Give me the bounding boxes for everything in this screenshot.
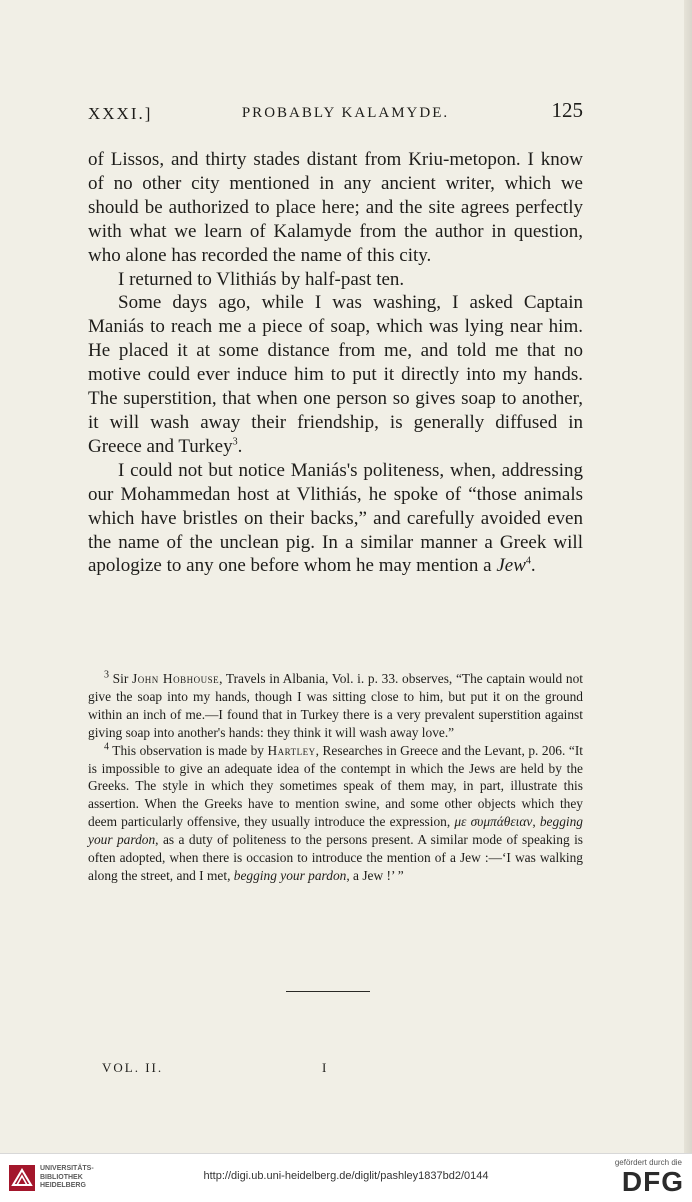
- institution-line: BIBLIOTHEK: [40, 1173, 83, 1181]
- paragraph-end: .: [237, 435, 243, 457]
- greek-phrase: με συμπάθειαν: [454, 814, 533, 830]
- paragraph: [88, 459, 583, 579]
- signature-mark: I: [322, 1060, 327, 1075]
- paragraph: I returned to Vlithiás by half-past ten.: [118, 268, 405, 290]
- footnote-author: Hartley: [267, 742, 316, 758]
- institution-line: HEIDELBERG: [40, 1182, 86, 1189]
- footnote-text: ,: [532, 814, 540, 830]
- footnote-text: , a Jew !’ ”: [346, 867, 404, 883]
- paragraph-text: Some days ago, while I was washing, I asked Captain Maniás to reach me a piece of soap, which was lying near him. He placed it at some distance from me, and told me that no motive could ever induce him to put it directly into my hands. The superstition, that when one person so gives soap to another, it will wash away their friendship, is generally diffused in Greece and Turkey: [88, 292, 583, 457]
- footnote-ref[interactable]: 3: [232, 436, 238, 448]
- italic-phrase: begging your pardon: [233, 867, 347, 883]
- footnote-3: [88, 670, 583, 742]
- paragraph-text: I could not but notice Maniás's politeness, when, addressing our Mohammedan host at Vlithiás, he spoke of “those animals which have bristles on their backs,” and carefully avoided even the name of the unclean pig. In a similar manner a Greek will apologize to any one before whom he may mention a: [88, 459, 583, 577]
- footnote-text: , Travels in Albania, Vol. i. p. 33. observes, “The captain would not give the soap into my hands, though I was sitting close to him, but put it on the ground within an inch of me.—I found that in Turkey there is a very prevalent superstition against giving soap into another's hands: they think it will wash away love.”: [88, 671, 584, 740]
- footnote-ref[interactable]: 4: [525, 556, 531, 568]
- footnote-mark: 3: [104, 669, 109, 681]
- running-title: PROBABLY KALAMYDE.: [241, 105, 450, 121]
- footnote-text: Sir: [109, 671, 132, 686]
- page-number: 125: [551, 98, 583, 122]
- chapter-number: XXXI.]: [88, 104, 153, 123]
- dfg-logo[interactable]: DFG: [621, 1166, 684, 1197]
- italic-phrase: begging your pardon: [88, 814, 583, 848]
- footnote-text: , Researches in Greece and the Levant, p. 206. “It is impossible to give an adequate idea of the contempt in which the Jews are held by the Greeks. The style in which they sometimes speak of them may, in part, illustrate this assertion. When the Greeks have to mention swine, and some other objects which they deem particularly offensive, they usually introduce the expression,: [88, 742, 583, 830]
- footnotes: [88, 670, 583, 885]
- footnote-mark: 4: [104, 741, 109, 753]
- footnote-text: This observation is made by: [109, 742, 268, 758]
- footnote-text: , as a duty of politeness to the persons present. A similar mode of speaking is often adopted, when there is occasion to introduce the mention of a Jew :—‘I was walking along the street, and I met,: [88, 832, 583, 883]
- section-divider: [286, 991, 370, 992]
- footnote-author: John Hobhouse: [132, 671, 220, 686]
- paragraph: [88, 291, 583, 458]
- institution-line: UNIVERSITÄTS-: [40, 1165, 94, 1172]
- footnote-4: [88, 742, 583, 885]
- paragraph-end: .: [530, 555, 536, 577]
- page-edge: [684, 0, 692, 1153]
- permalink[interactable]: http://digi.ub.uni-heidelberg.de/diglit/pashley1837bd2/0144: [203, 1170, 489, 1182]
- funder-label: gefördert durch die: [614, 1158, 682, 1167]
- main-text: [88, 148, 583, 578]
- italic-word: Jew: [496, 555, 526, 577]
- paragraph: of Lissos, and thirty stades distant from Kriu-metopon. I know of no other city mentioned in any ancient writer, which we should be authorized to place here; and the site agrees perfectly with what we learn of Kalamyde from the author in question, who alone has recorded the name of this city.: [88, 149, 583, 266]
- viewer-footer: [0, 1153, 692, 1202]
- running-header: [88, 98, 583, 128]
- volume-signature: VOL. II.: [102, 1060, 164, 1075]
